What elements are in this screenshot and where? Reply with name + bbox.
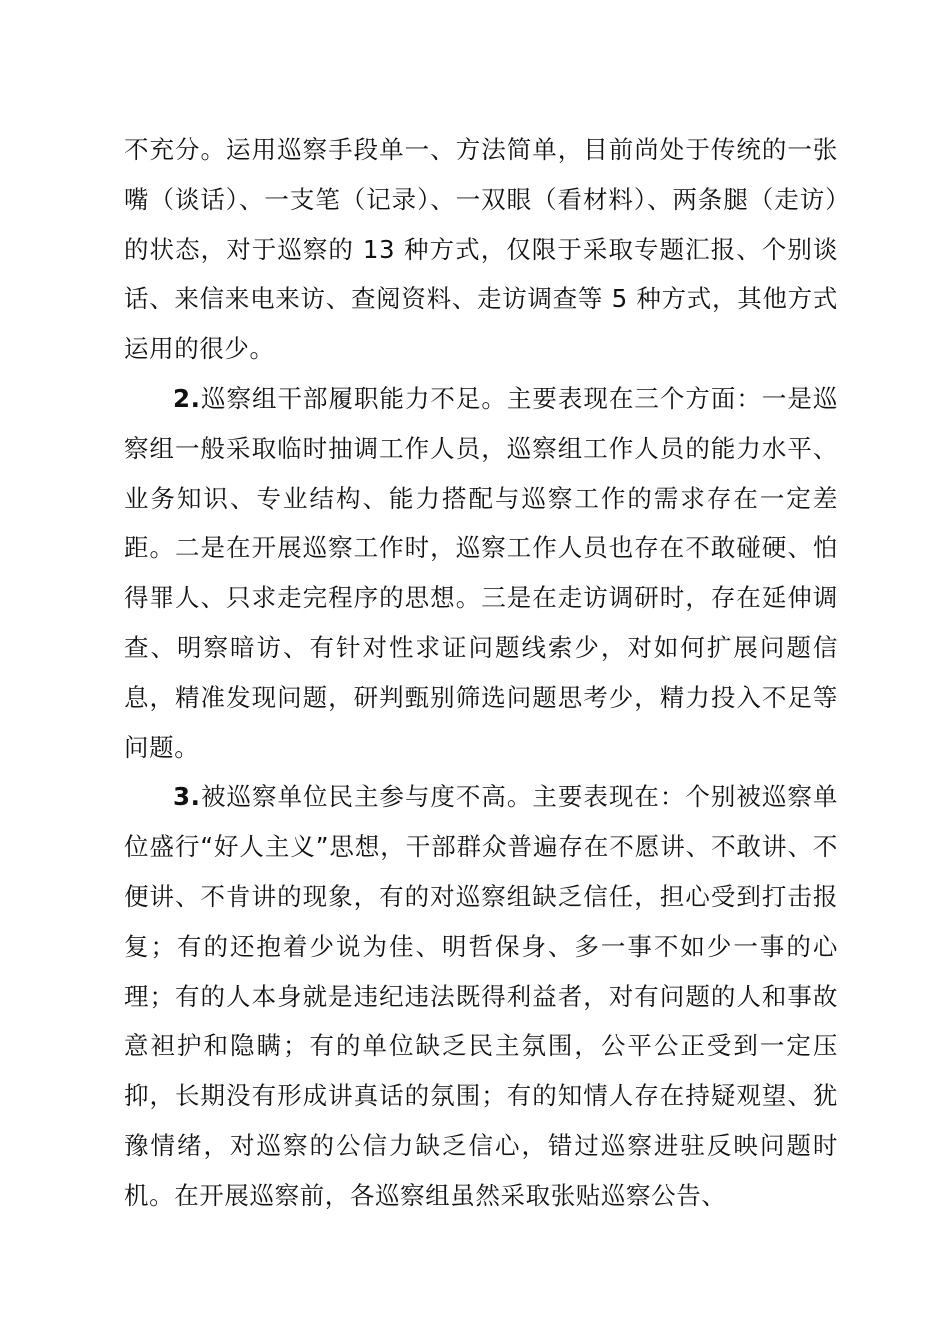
- paragraph-item-2: [124, 374, 838, 772]
- paragraph-continuation: [124, 125, 838, 374]
- paragraph-text: 被巡察单位民主参与度不高。主要表现在：个别被巡察单位盛行“好人主义”思想，干部群众普遍存在不愿讲、不敢讲、不便讲、不肯讲的现象，有的对巡察组缺乏信任，担心受到打击报复；有的还抱着少说为佳、明哲保身、多一事不如少一事的心理；有的人本身就是违纪违法既得利益者，对有问题的人和事故意袒护和隐瞒；有的单位缺乏民主氛围，公平公正受到一定压抑，长期没有形成讲真话的氛围；有的知情人存在持疑观望、犹豫情绪，对巡察的公信力缺乏信心，错过巡察进驻反映问题时机。在开展巡察前，各巡察组虽然采取张贴巡察公告、: [124, 782, 838, 1210]
- paragraph-number: 2.: [173, 383, 201, 413]
- paragraph-text: 巡察组干部履职能力不足。主要表现在三个方面：一是巡察组一般采取临时抽调工作人员，巡察组工作人员的能力水平、业务知识、专业结构、能力搭配与巡察工作的需求存在一定差距。二是在开展巡察工作时，巡察工作人员也存在不敢碰硬、怕得罪人、只求走完程序的思想。三是在走访调研时，存在延伸调查、明察暗访、有针对性求证问题线索少，对如何扩展问题信息，精准发现问题，研判甄别筛选问题思考少，精力投入不足等问题。: [124, 383, 838, 762]
- paragraph-number: 3.: [173, 782, 201, 812]
- document-page: [124, 125, 838, 1221]
- paragraph-item-3: [124, 772, 838, 1220]
- paragraph-text: 不充分。运用巡察手段单一、方法简单，目前尚处于传统的一张嘴（谈话）、一支笔（记录）、一双眼（看材料）、两条腿（走访）的状态，对于巡察的 13 种方式，仅限于采取专题汇报、个别谈话、来信来电来访、查阅资料、走访调查等 5 种方式，其他方式运用的很少。: [124, 135, 838, 364]
